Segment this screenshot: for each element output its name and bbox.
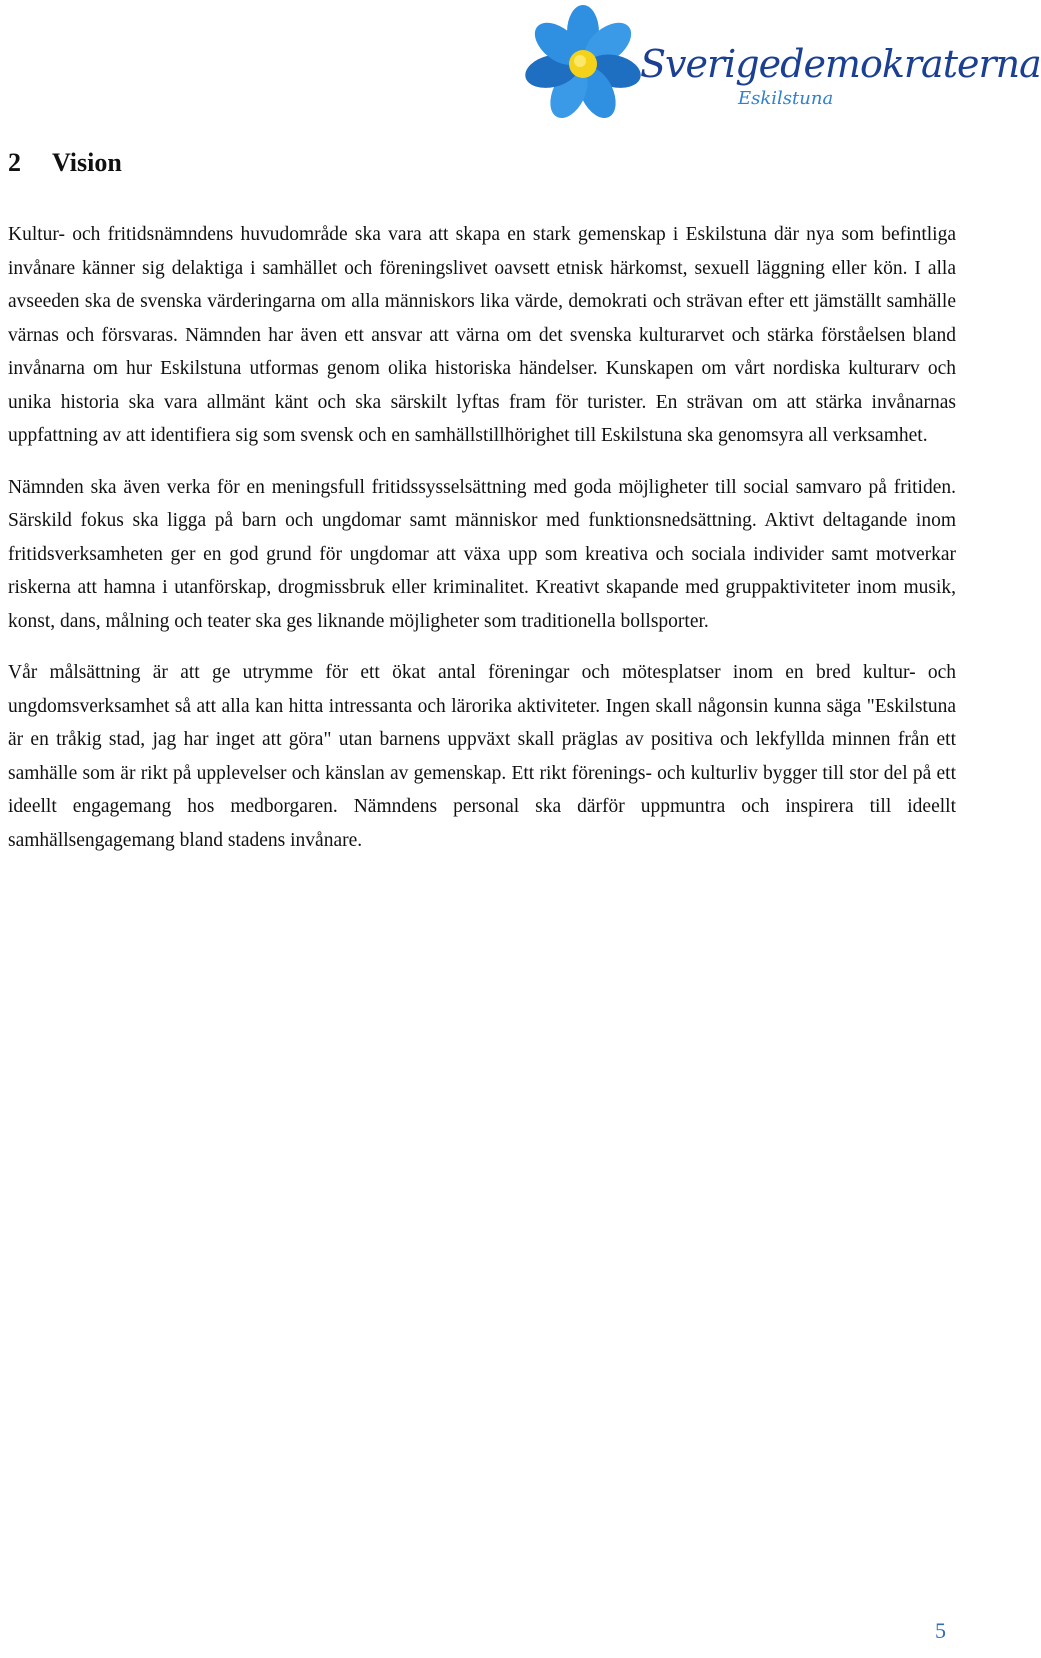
party-logo — [528, 4, 1041, 122]
paragraph: Vår målsättning är att ge utrymme för ett ökat antal föreningar och mötesplatser inom en bred kultur- och ungdomsverksamhet så att alla kan hitta intressanta och lärorika aktiviteter. Ingen skall någonsin kunna säga "Eskilstuna är en tråkig stad, jag har inget att göra" utan barnens uppväxt skall präglas av positiva och lekfyllda minnen från ett samhälle som är rikt på upplevelser och känslan av gemenskap. Ett rikt förenings- och kulturliv bygger till stor del på ett ideellt engagemang hos medborgaren. Nämndens personal ska därför uppmuntra och inspirera till ideellt samhällsengagemang bland stadens invånare. — [8, 662, 956, 851]
logo-wordmark: Sverigedemokraterna — [640, 42, 1041, 86]
logo-region: Eskilstuna — [738, 88, 834, 109]
paragraph: Kultur- och fritidsnämndens huvudområde ska vara att skapa en stark gemenskap i Eskilstuna där nya som befintliga invånare känner sig delaktiga i samhället och föreningslivet oavsett etnisk härkomst, sexuell läggning eller kön. I alla avseeden ska de svenska värderingarna om alla människors lika värde, demokrati och strävan efter ett jämställt samhälle värnas och försvaras. Nämnden har även ett ansvar att värna om det svenska kulturarvet och stärka förståelsen bland invånarna om hur Eskilstuna utformas genom olika historiska händelser. Kunskapen om vårt nordiska kulturarv och unika historia ska vara allmänt känt och ska särskilt lyftas fram för turister. En strävan om att stärka invånarnas uppfattning av att identifiera sig som svensk och en samhällstillhörighet till Eskilstuna ska genomsyra all verksamhet. — [8, 224, 956, 446]
section-title: Vision — [52, 148, 122, 177]
paragraph: Nämnden ska även verka för en meningsfull fritidssysselsättning med goda möjligheter till social samvaro på fritiden. Särskild fokus ska ligga på barn och ungdomar samt människor med funktionsnedsättning. Aktivt deltagande inom fritidsverksamheten ger en god grund för ungdomar att växa upp som kreativa och sociala individer samt motverkar riskerna att hamna i utanförskap, drogmissbruk eller kriminalitet. Kreativt skapande med gruppaktiviteter inom musik, konst, dans, målning och teater ska ges liknande möjligheter som traditionella bollsporter. — [8, 476, 956, 632]
body-text — [8, 218, 956, 875]
section-heading — [8, 148, 122, 178]
page-number: 5 — [935, 1618, 946, 1643]
section-number: 2 — [8, 148, 21, 177]
blue-anemone-flower-icon — [528, 4, 648, 122]
